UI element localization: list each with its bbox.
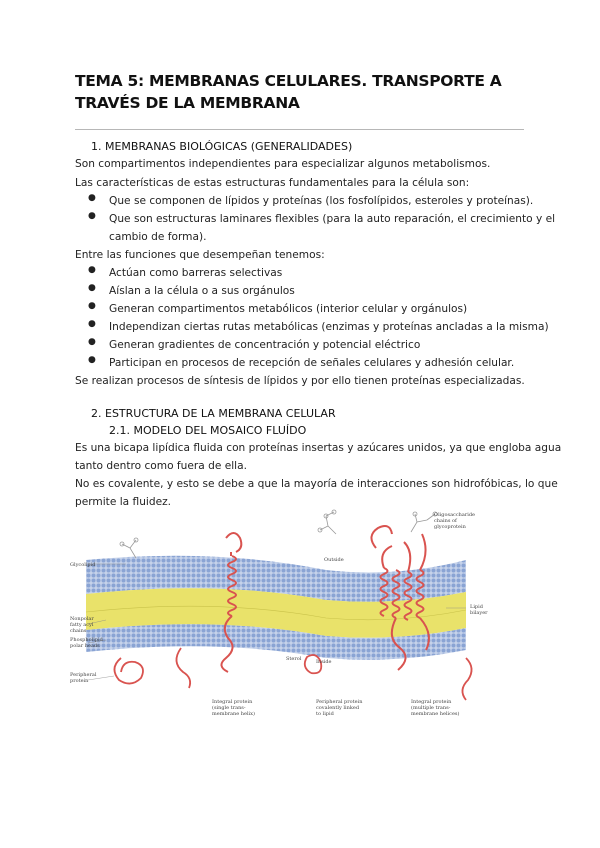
bullet-icon: ● bbox=[88, 301, 96, 311]
label-outside: Outside bbox=[324, 557, 344, 563]
label-integral-single-1: Integral protein bbox=[212, 699, 253, 705]
fluid-mosaic-membrane-figure bbox=[66, 508, 506, 718]
label-phospholipid-1: Phospholipid bbox=[70, 637, 103, 643]
section1-paragraph-3: Entre las funciones que desempeñan tenemos: bbox=[75, 249, 325, 261]
list-item: Que se componen de lípidos y proteínas (los fosfolípidos, esteroles y proteínas). bbox=[109, 195, 534, 207]
section1-heading: 1. MEMBRANAS BIOLÓGICAS (GENERALIDADES) bbox=[91, 140, 353, 153]
label-oligosaccharide-3: glycoprotein bbox=[434, 524, 466, 530]
list-item: Generan compartimentos metabólicos (interior celular y orgánulos) bbox=[109, 303, 468, 315]
label-peripheral-cov-2: covalently linked bbox=[316, 705, 360, 711]
title-divider bbox=[75, 129, 524, 130]
bullet-icon: ● bbox=[88, 337, 96, 347]
section2-heading: 2. ESTRUCTURA DE LA MEMBRANA CELULAR bbox=[91, 407, 336, 420]
bullet-icon: ● bbox=[88, 355, 96, 365]
label-integral-single-3: membrane helix) bbox=[212, 711, 255, 717]
label-peripheral-2: protein bbox=[70, 678, 89, 684]
list-item: Que son estructuras laminares flexibles (para la auto reparación, el crecimiento y el bbox=[109, 213, 556, 225]
bullet-icon: ● bbox=[88, 319, 96, 329]
label-peripheral-1: Peripheral bbox=[70, 672, 97, 678]
label-integral-multi-2: (multiple trans- bbox=[411, 705, 451, 711]
label-peripheral-cov-1: Peripheral protein bbox=[316, 699, 363, 705]
label-oligosaccharide-1: Oligosaccharide bbox=[434, 512, 476, 518]
bullet-icon: ● bbox=[88, 193, 96, 203]
title-line-1: TEMA 5: MEMBRANAS CELULARES. TRANSPORTE A bbox=[75, 72, 502, 90]
label-inside: Inside bbox=[316, 659, 332, 665]
label-nonpolar-1: Nonpolar bbox=[70, 616, 94, 622]
section1-paragraph-2: Las características de estas estructuras fundamentales para la célula son: bbox=[75, 177, 470, 189]
title-line-2: TRAVÉS DE LA MEMBRANA bbox=[75, 94, 300, 112]
label-bilayer-1: Lipid bbox=[470, 604, 483, 610]
page-title bbox=[75, 70, 525, 114]
section2-paragraph-1-line-2: tanto dentro como fuera de ella. bbox=[75, 460, 247, 472]
bullet-icon: ● bbox=[88, 283, 96, 293]
bullet-icon: ● bbox=[88, 265, 96, 275]
list-item: Actúan como barreras selectivas bbox=[109, 267, 283, 279]
section2-subheading: 2.1. MODELO DEL MOSAICO FLUÍDO bbox=[109, 424, 307, 437]
list-item: Independizan ciertas rutas metabólicas (enzimas y proteínas ancladas a la misma) bbox=[109, 321, 549, 333]
section2-paragraph-2-line-1: No es covalente, y esto se debe a que la mayoría de interacciones son hidrofóbicas, lo que bbox=[75, 478, 558, 490]
section2-paragraph-2-line-2: permite la fluidez. bbox=[75, 496, 172, 508]
list-item-continuation: cambio de forma). bbox=[109, 231, 207, 243]
section1-paragraph-4: Se realizan procesos de síntesis de lípidos y por ello tienen proteínas especializadas. bbox=[75, 375, 525, 387]
label-integral-single-2: (single trans- bbox=[212, 705, 246, 711]
label-oligosaccharide-2: chains of bbox=[434, 518, 457, 524]
list-item: Participan en procesos de recepción de señales celulares y adhesión celular. bbox=[109, 357, 515, 369]
label-phospholipid-2: polar heads bbox=[70, 643, 100, 649]
label-nonpolar-2: fatty acyl bbox=[70, 622, 94, 628]
list-item: Aíslan a la célula o a sus orgánulos bbox=[109, 285, 295, 297]
label-peripheral-cov-3: to lipid bbox=[316, 711, 334, 717]
bullet-icon: ● bbox=[88, 211, 96, 221]
label-bilayer-2: bilayer bbox=[470, 610, 488, 616]
label-glycolipid: Glycolipid bbox=[70, 562, 96, 568]
section2-paragraph-1-line-1: Es una bicapa lipídica fluida con proteínas insertas y azúcares unidos, ya que engloba agua bbox=[75, 442, 562, 454]
label-integral-multi-3: membrane helices) bbox=[411, 711, 460, 717]
label-integral-multi-1: Integral protein bbox=[411, 699, 452, 705]
list-item: Generan gradientes de concentración y potencial eléctrico bbox=[109, 339, 421, 351]
label-nonpolar-3: chains bbox=[70, 628, 87, 634]
oligosaccharide-chains bbox=[120, 510, 437, 558]
section1-paragraph-1: Son compartimentos independientes para especializar algunos metabolismos. bbox=[75, 158, 491, 170]
label-sterol: Sterol bbox=[286, 656, 302, 662]
